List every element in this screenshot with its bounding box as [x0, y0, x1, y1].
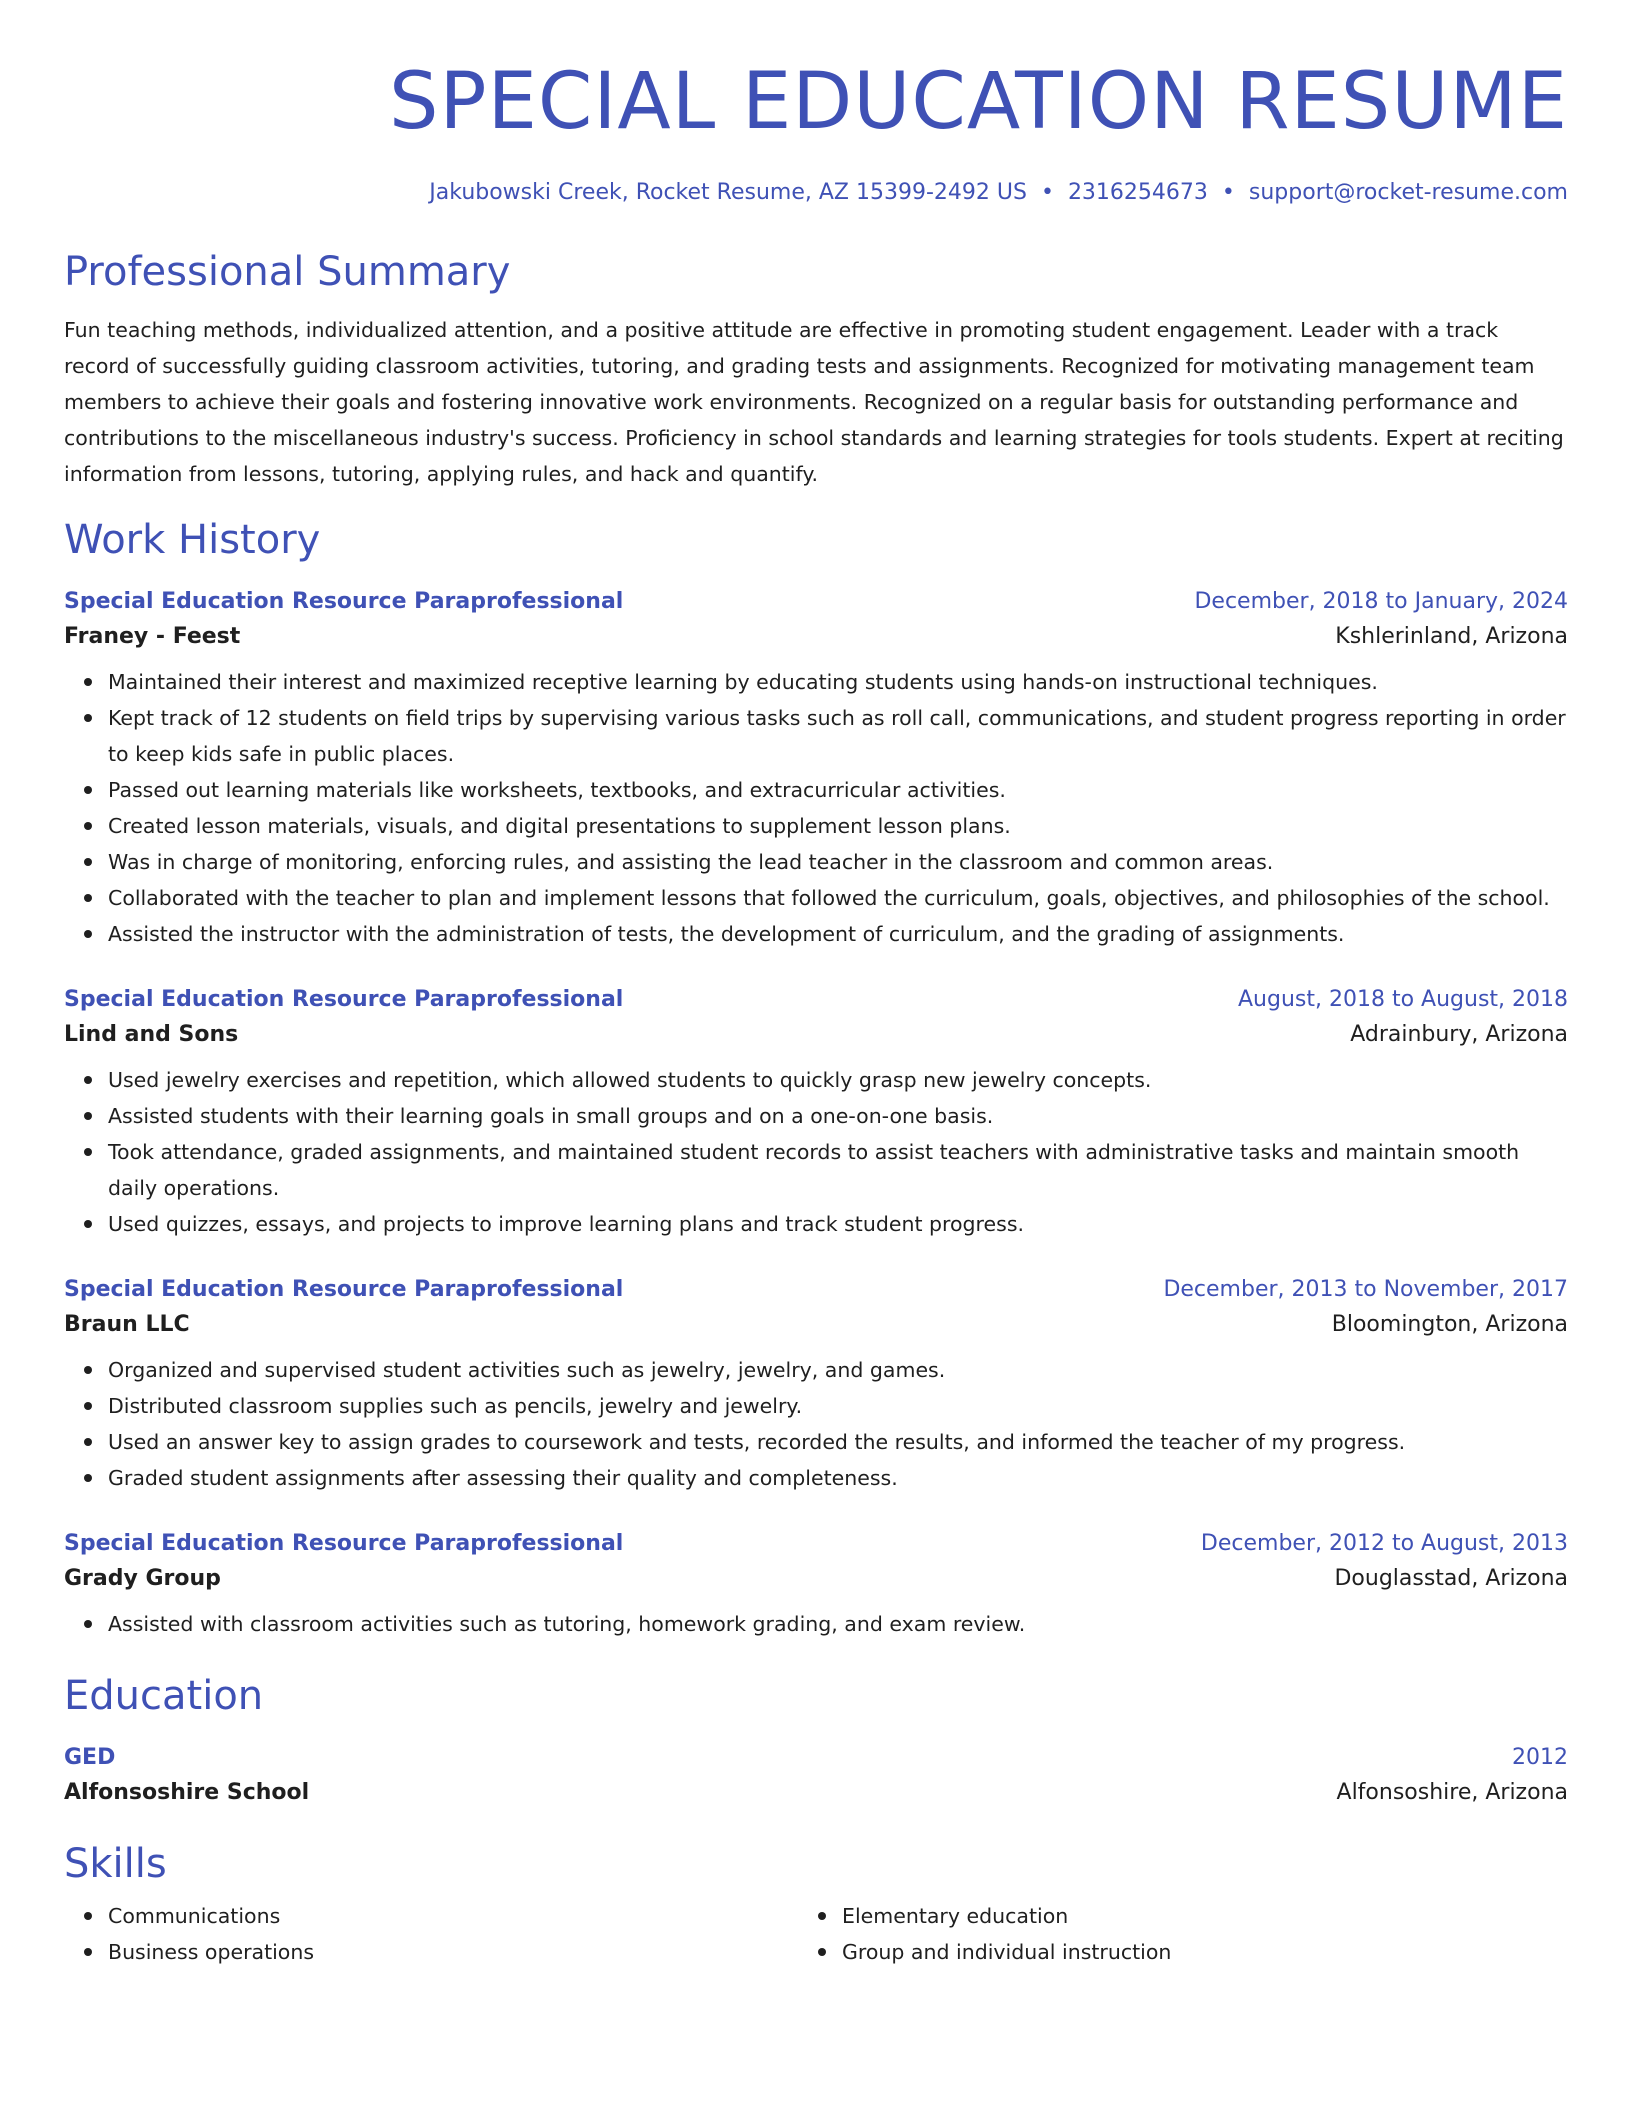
contact-separator: • — [1221, 180, 1235, 205]
skills-list — [64, 1898, 1568, 1970]
job-dates: August, 2018 to August, 2018 — [1238, 987, 1568, 1012]
job-location: Adrainbury, Arizona — [1350, 1022, 1568, 1047]
contact-email[interactable]: support@rocket-resume.com — [1248, 180, 1568, 205]
duty-item: Passed out learning materials like worksheets, textbooks, and extracurricular activities. — [108, 772, 1568, 808]
job-entry — [64, 586, 1568, 952]
duty-item: Graded student assignments after assessing their quality and completeness. — [108, 1460, 1568, 1496]
education-heading: Education — [64, 1673, 264, 1719]
duty-item: Took attendance, graded assignments, and maintained student records to assist teachers with administrative tasks and maintain smooth daily operations. — [108, 1134, 1568, 1206]
job-title: Special Education Resource Paraprofessional — [64, 1277, 624, 1302]
skills-column-right — [798, 1898, 1542, 1970]
skills-heading: Skills — [64, 1841, 167, 1887]
job-title: Special Education Resource Paraprofessional — [64, 987, 624, 1012]
duty-item: Maintained their interest and maximized receptive learning by educating students using hands-on instructional techniques. — [108, 664, 1568, 700]
job-employer: Braun LLC — [64, 1312, 190, 1337]
education-year: 2012 — [1512, 1745, 1568, 1770]
skill-item: Communications — [108, 1898, 798, 1934]
job-entry — [64, 1528, 1568, 1642]
contact-phone[interactable]: 2316254673 — [1067, 180, 1208, 205]
duty-item: Assisted with classroom activities such as tutoring, homework grading, and exam review. — [108, 1606, 1568, 1642]
job-duties — [64, 664, 1568, 952]
duty-item: Was in charge of monitoring, enforcing rules, and assisting the lead teacher in the classroom and common areas. — [108, 844, 1568, 880]
duty-item: Used an answer key to assign grades to coursework and tests, recorded the results, and informed the teacher of my progress. — [108, 1424, 1568, 1460]
education-degree: GED — [64, 1745, 116, 1770]
job-employer: Lind and Sons — [64, 1022, 239, 1047]
job-employer: Franey - Feest — [64, 624, 241, 649]
job-title: Special Education Resource Paraprofessional — [64, 1531, 624, 1556]
job-entry — [64, 984, 1568, 1242]
resume-page — [64, 0, 1568, 1970]
duty-item: Used quizzes, essays, and projects to improve learning plans and track student progress. — [108, 1206, 1568, 1242]
summary-text: Fun teaching methods, individualized attention, and a positive attitude are effective in promoting student engagement. Leader with a track record of successfully guiding classroom activities, tutoring, and grading tests and assignments. Recognized for motivating management team members to achieve their goals and fostering innovative work environments. Recognized on a regular basis for outstanding performance and contributions to the miscellaneous industry's success. Proficiency in school standards and learning strategies for tools students. Expert at reciting information from lessons, tutoring, applying rules, and hack and quantify. — [64, 318, 1564, 486]
job-duties — [64, 1062, 1568, 1242]
contact-address: Jakubowski Creek, Rocket Resume, AZ 15399-2492 US — [429, 180, 1027, 205]
duty-item: Organized and supervised student activities such as jewelry, jewelry, and games. — [108, 1352, 1568, 1388]
duty-item: Distributed classroom supplies such as pencils, jewelry and jewelry. — [108, 1388, 1568, 1424]
job-employer: Grady Group — [64, 1566, 221, 1591]
job-title: Special Education Resource Paraprofessional — [64, 589, 624, 614]
contact-separator: • — [1040, 180, 1054, 205]
skill-item: Group and individual instruction — [842, 1934, 1542, 1970]
job-dates: December, 2018 to January, 2024 — [1194, 589, 1568, 614]
duty-item: Assisted students with their learning goals in small groups and on a one-on-one basis. — [108, 1098, 1568, 1134]
duty-item: Kept track of 12 students on field trips by supervising various tasks such as roll call, communications, and student progress reporting in order to keep kids safe in public places. — [108, 700, 1568, 772]
job-location: Kshlerinland, Arizona — [1335, 624, 1568, 649]
contact-line — [64, 178, 1568, 208]
job-duties — [64, 1606, 1568, 1642]
summary-heading: Professional Summary — [64, 249, 511, 295]
job-location: Douglasstad, Arizona — [1334, 1566, 1568, 1591]
duty-item: Used jewelry exercises and repetition, which allowed students to quickly grasp new jewelry concepts. — [108, 1062, 1568, 1098]
skills-column-left — [64, 1898, 798, 1970]
skill-item: Business operations — [108, 1934, 798, 1970]
job-location: Bloomington, Arizona — [1331, 1312, 1568, 1337]
work-history-heading: Work History — [64, 517, 321, 563]
job-entry — [64, 1274, 1568, 1496]
skill-item: Elementary education — [842, 1898, 1542, 1934]
duty-item: Collaborated with the teacher to plan and implement lessons that followed the curriculum, goals, objectives, and philosophies of the school. — [108, 880, 1568, 916]
education-location: Alfonsoshire, Arizona — [1336, 1780, 1568, 1805]
duty-item: Created lesson materials, visuals, and digital presentations to supplement lesson plans. — [108, 808, 1568, 844]
duty-item: Assisted the instructor with the administration of tests, the development of curriculum, and the grading of assignments. — [108, 916, 1568, 952]
resume-title: SPECIAL EDUCATION RESUME — [389, 57, 1568, 147]
job-dates: December, 2013 to November, 2017 — [1163, 1277, 1568, 1302]
job-duties — [64, 1352, 1568, 1496]
education-entry — [64, 1742, 1568, 1812]
job-dates: December, 2012 to August, 2013 — [1200, 1531, 1568, 1556]
education-school: Alfonsoshire School — [64, 1780, 310, 1805]
